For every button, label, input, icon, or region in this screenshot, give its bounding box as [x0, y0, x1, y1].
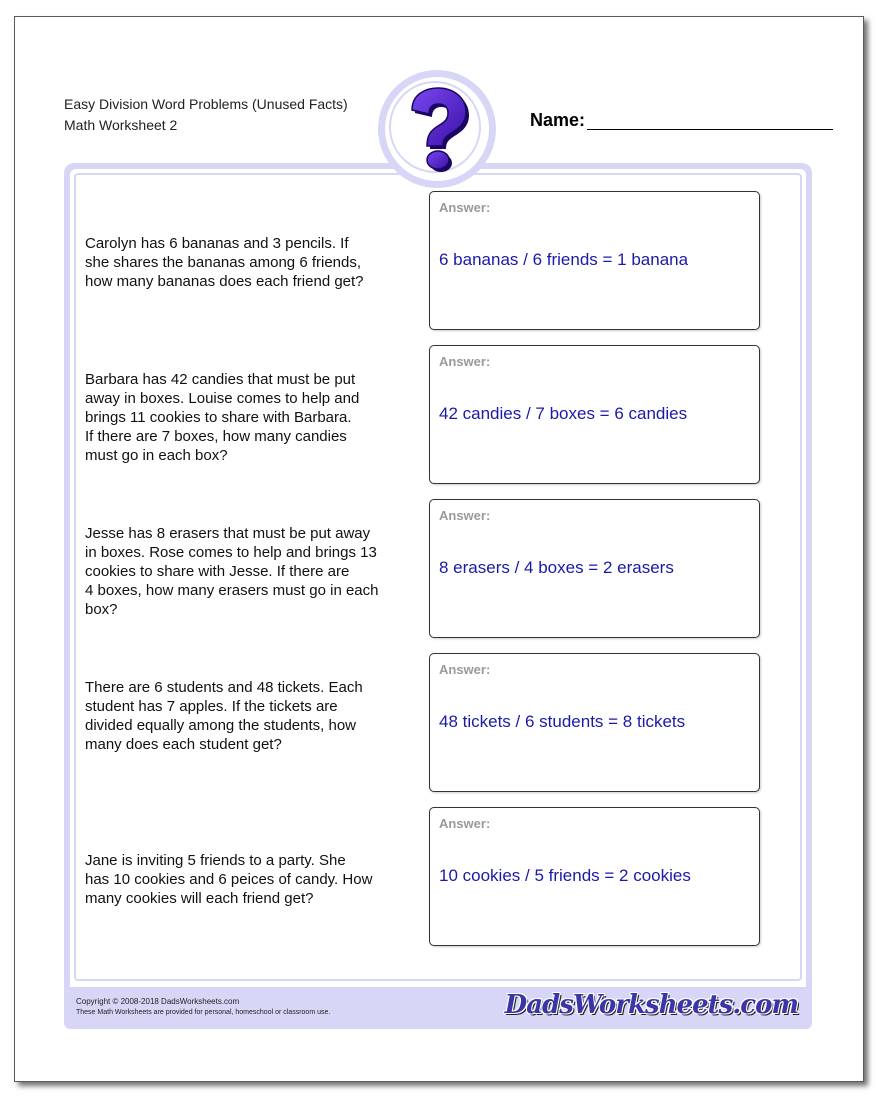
answer-label: Answer: [439, 816, 491, 831]
answer-label: Answer: [439, 354, 491, 369]
name-label: Name: [530, 110, 586, 130]
answer-box-1[interactable] [429, 191, 760, 330]
answer-label: Answer: [439, 662, 491, 677]
answer-label: Answer: [439, 508, 491, 523]
question-mark-icon [402, 86, 472, 172]
name-line[interactable] [587, 129, 833, 130]
answer-label: Answer: [439, 200, 491, 215]
problem-1-text: Carolyn has 6 bananas and 3 pencils. If she shares the bananas among 6 friends, how many bananas does each friend get? [85, 235, 364, 290]
worksheet-subtitle: Math Worksheet 2 [64, 117, 178, 133]
answer-text: 42 candies / 7 boxes = 6 candies [439, 404, 688, 423]
answer-text: 6 bananas / 6 friends = 1 banana [439, 250, 689, 269]
problem-4-text: There are 6 students and 48 tickets. Each student has 7 apples. If the tickets are divided equally among the students, how many does each student get? [85, 679, 363, 753]
footer [64, 987, 812, 1029]
answer-box-2[interactable] [429, 345, 760, 484]
answer-box-5[interactable] [429, 807, 760, 946]
answer-box-3[interactable] [429, 499, 760, 638]
copyright-text: Copyright © 2008-2018 DadsWorksheets.com [76, 997, 240, 1006]
problem-2-text: Barbara has 42 candies that must be put away in boxes. Louise comes to help and brings 11 cookies to share with Barbara. If there are 7 boxes, how many candies must go in each box? [85, 371, 360, 464]
answer-box-4[interactable] [429, 653, 760, 792]
problem-3-text: Jesse has 8 erasers that must be put away in boxes. Rose comes to help and brings 13 cookies to share with Jesse. If there are 4 boxes, how many erasers must go in each box? [85, 525, 379, 618]
answer-text: 10 cookies / 5 friends = 2 cookies [439, 866, 691, 885]
question-badge [378, 70, 496, 188]
worksheet-title: Easy Division Word Problems (Unused Facts) [64, 96, 348, 112]
terms-text: These Math Worksheets are provided for personal, homeschool or classroom use. [76, 1009, 331, 1016]
answer-text: 48 tickets / 6 students = 8 tickets [439, 712, 686, 731]
brand-logo: DadsWorksheets.com [504, 990, 798, 1020]
problem-5-text: Jane is inviting 5 friends to a party. She has 10 cookies and 6 peices of candy. How many cookies will each friend get? [85, 852, 373, 907]
name-field [530, 110, 833, 131]
answer-text: 8 erasers / 4 boxes = 2 erasers [439, 558, 674, 577]
